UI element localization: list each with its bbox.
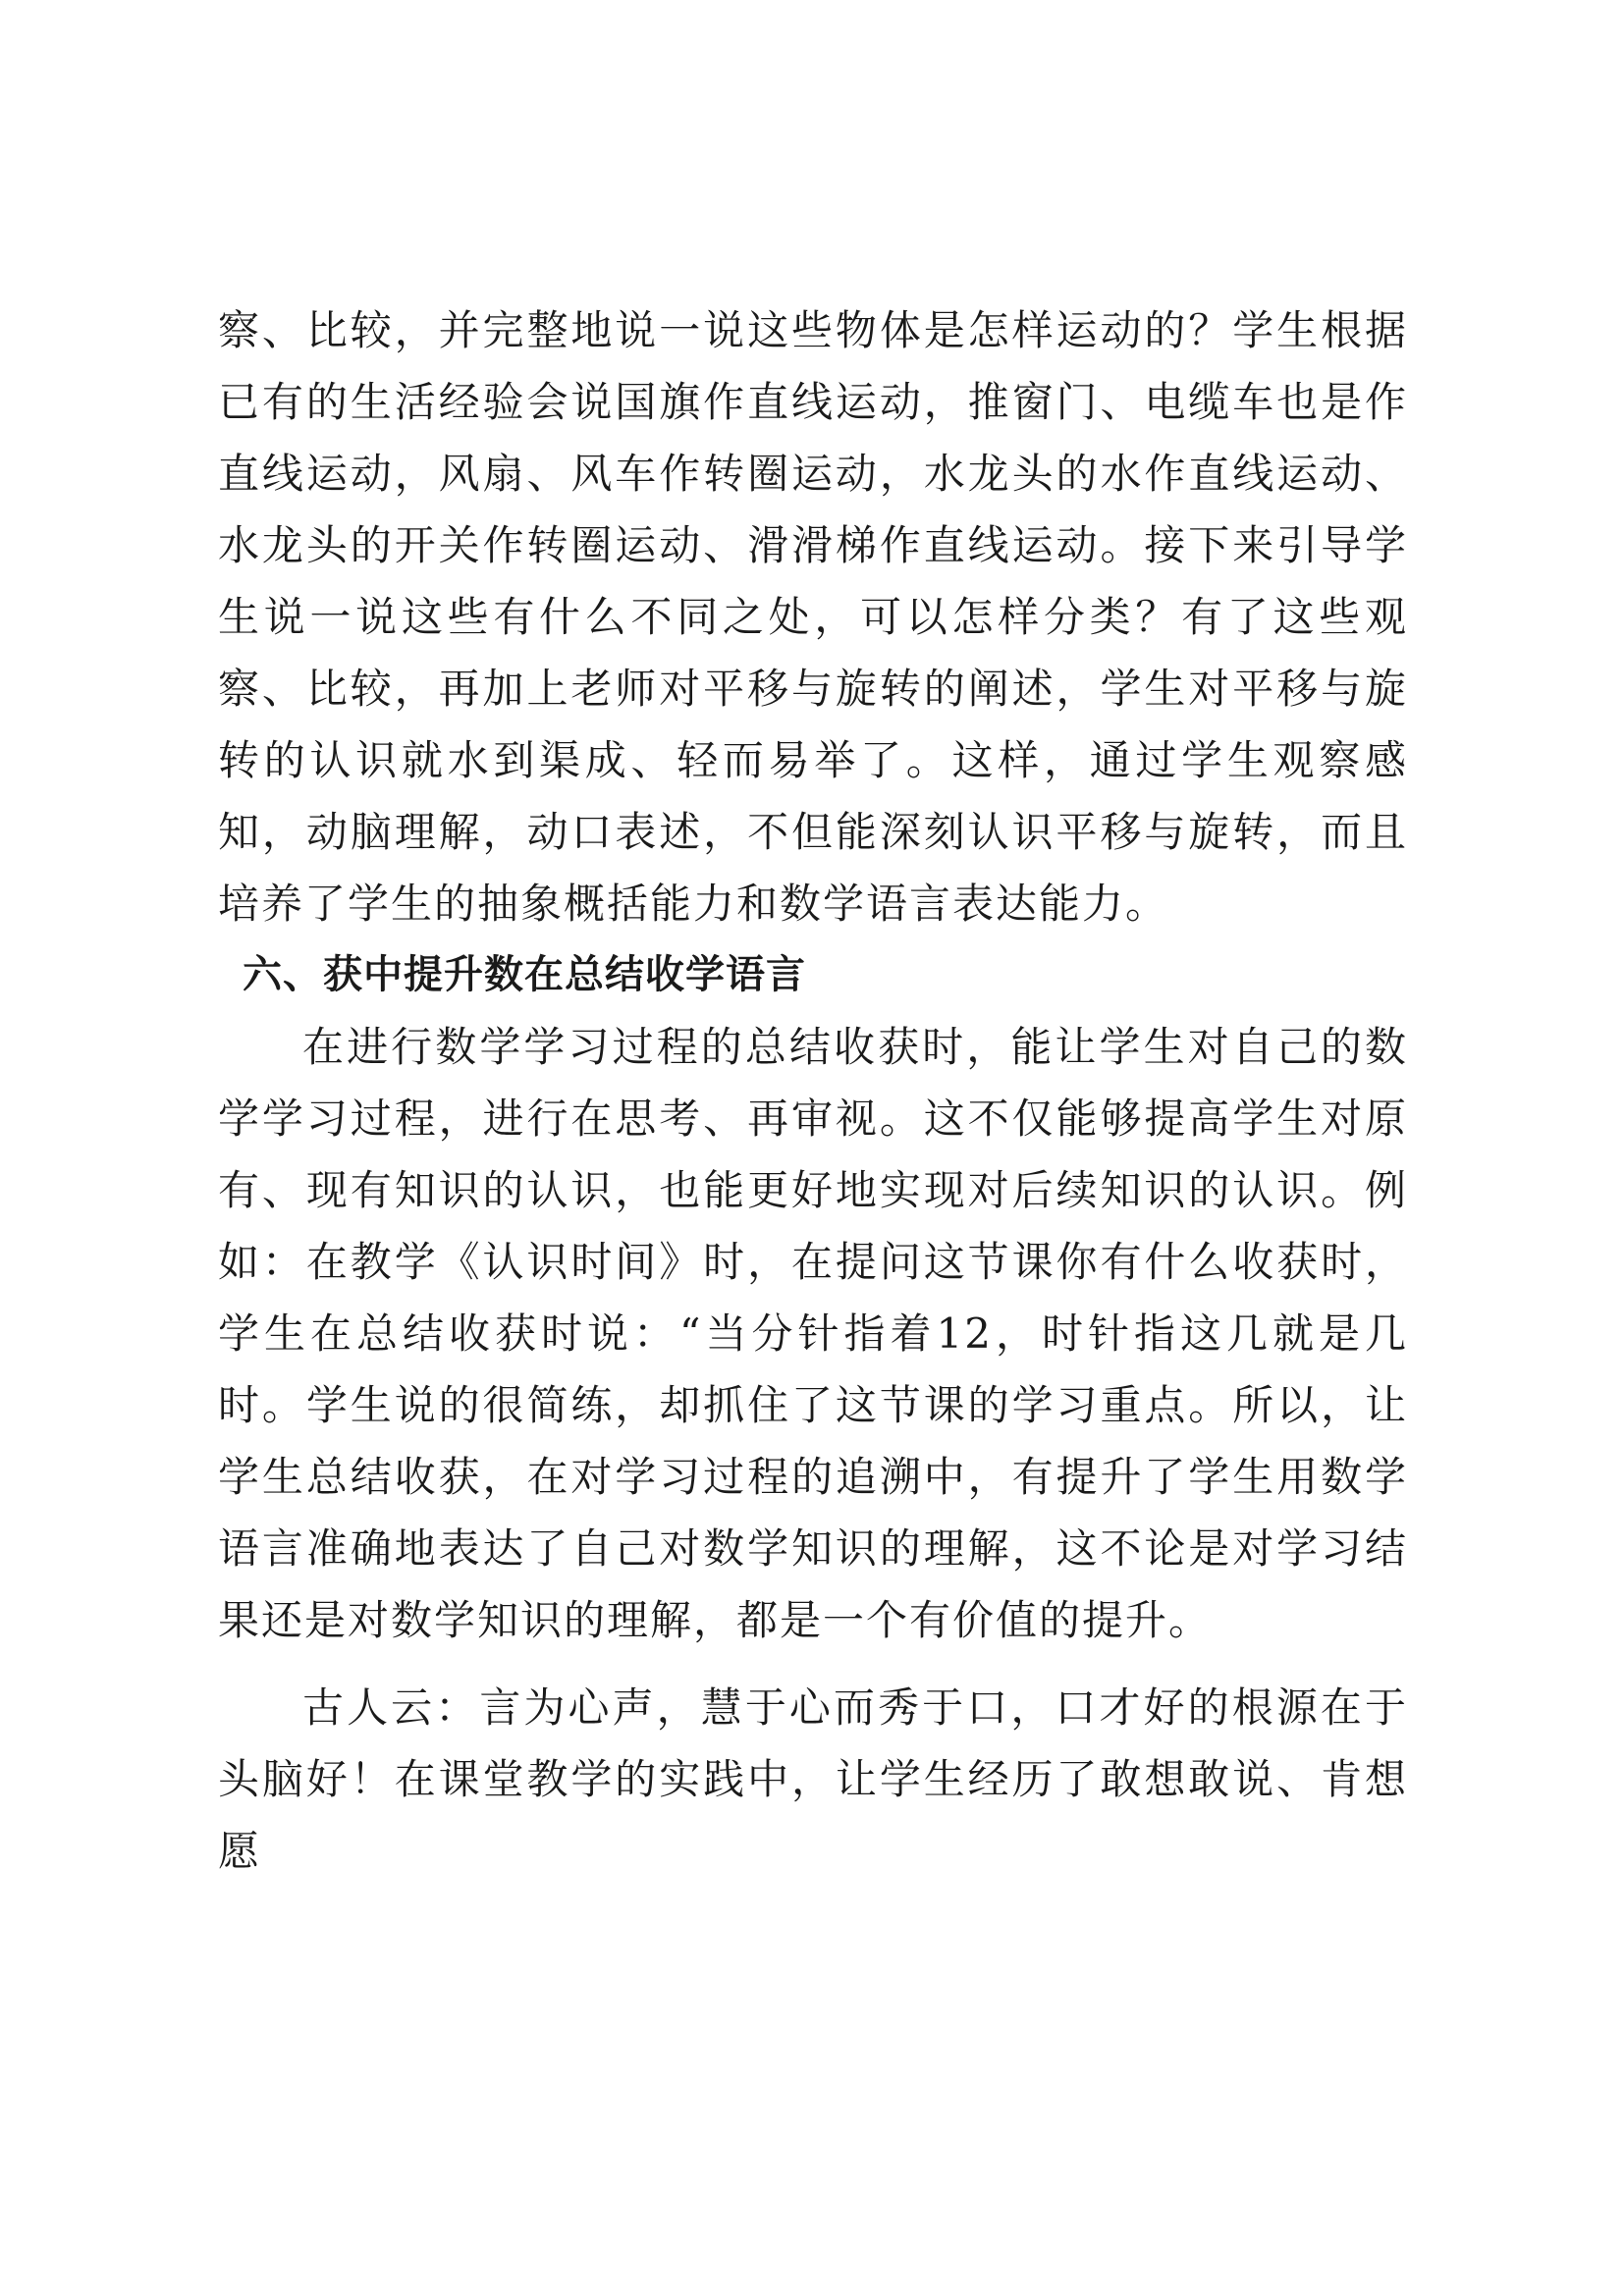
section-paragraph-1: 在进行数学学习过程的总结收获时，能让学生对自己的数学学习过程，进行在思考、再审视。这不仅能够提高学生对原有、现有知识的认识，也能更好地实现对后续知识的认识。例如：在教学《认识时间》时，在提问这节课你有什么收获时，学生在总结收获时说：“当分针指着12，时针指这几就是几时。学生说的很简练，却抓住了这节课的学习重点。所以，让学生总结收获，在对学习过程的追溯中，有提升了学生用数学语言准确地表达了自己对数学知识的理解，这不论是对学习结果还是对数学知识的理解，都是一个有价值的提升。 [218,1023,1408,1644]
section-paragraph-2: 古人云：言为心声，慧于心而秀于口，口才好的根源在于头脑好！在课堂教学的实践中，让学生经历了敢想敢说、肯想愿 [218,1683,1408,1875]
document-page [218,294,1408,1887]
continued-paragraph: 察、比较，并完整地说一说这些物体是怎样运动的？学生根据已有的生活经验会说国旗作直线运动，推窗门、电缆车也是作直线运动，风扇、风车作转圈运动，水龙头的水作直线运动、水龙头的开关作转圈运动、滑滑梯作直线运动。接下来引导学生说一说这些有什么不同之处，可以怎样分类？有了这些观察、比较，再加上老师对平移与旋转的阐述，学生对平移与旋转的认识就水到渠成、轻而易举了。这样，通过学生观察感知，动脑理解，动口表述，不但能深刻认识平移与旋转，而且培养了学生的抽象概括能力和数学语言表达能力。 [218,306,1408,928]
section-heading: 六、获中提升数在总结收学语言 [243,952,806,997]
